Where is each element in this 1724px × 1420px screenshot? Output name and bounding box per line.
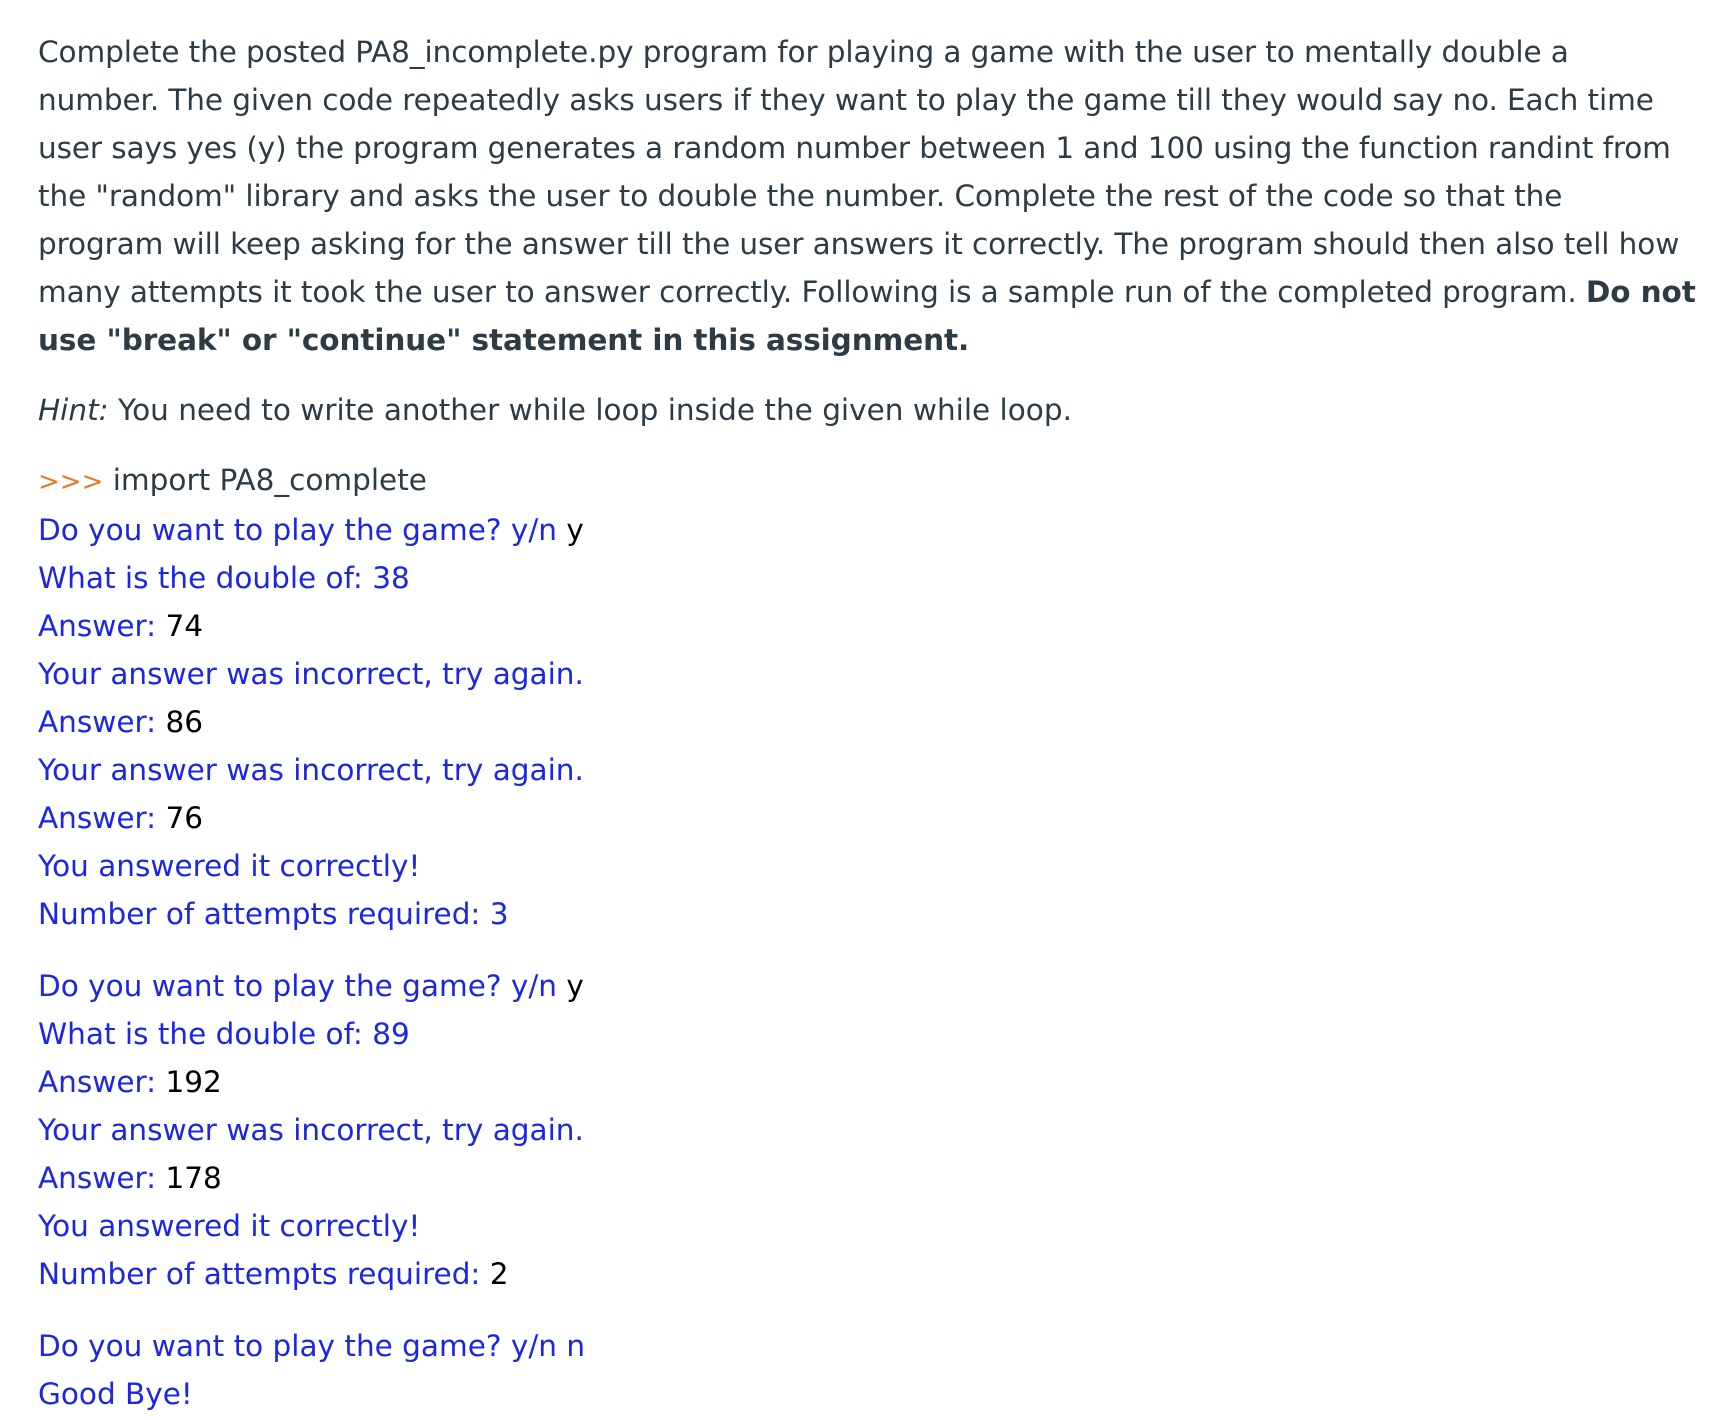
console-line	[38, 698, 1696, 746]
console-input: 192	[165, 1065, 222, 1099]
console-line	[38, 962, 1696, 1010]
console-output: Answer:	[38, 609, 166, 643]
hint-paragraph	[38, 386, 1696, 434]
console-output: Answer:	[38, 801, 166, 835]
console-line	[38, 746, 1696, 794]
import-statement: import PA8_complete	[103, 463, 427, 497]
console-line	[38, 554, 1696, 602]
assignment-description	[38, 28, 1696, 364]
console-input: 86	[165, 705, 203, 739]
console-output: Number of attempts required:	[38, 1257, 490, 1291]
console-line	[38, 1106, 1696, 1154]
console-output: Do you want to play the game? y/n	[38, 513, 567, 547]
console-line	[38, 1370, 1696, 1418]
console-line	[38, 1202, 1696, 1250]
console-output: Answer:	[38, 705, 166, 739]
console-output: Number of attempts required: 3	[38, 897, 509, 931]
console-output: What is the double of: 38	[38, 561, 410, 595]
import-line	[38, 456, 1696, 506]
hint-label: Hint:	[38, 393, 109, 427]
console-input: y	[566, 513, 584, 547]
console-line	[38, 506, 1696, 554]
console-input: 2	[489, 1257, 509, 1291]
console-output: Answer:	[38, 1065, 166, 1099]
console-output: Do you want to play the game? y/n	[38, 969, 567, 1003]
description-text: Complete the posted PA8_incomplete.py program for playing a game with the user to mentally double a number. The given code repeatedly asks users if they want to play the game till they would say no. Each time user says yes (y) the program generates a random number between 1 and 100 using the function randint from the "random" library and asks the user to double the number. Complete the rest of the code so that the program will keep asking for the answer till the user answers it correctly. The program should then also tell how many attempts it took the user to answer correctly. Following is a sample run of the completed program.	[38, 35, 1680, 309]
console-line	[38, 1010, 1696, 1058]
console-line	[38, 890, 1696, 938]
console-output: Good Bye!	[38, 1377, 193, 1411]
sample-run	[38, 456, 1696, 1418]
console-line	[38, 1154, 1696, 1202]
console-line	[38, 794, 1696, 842]
console-output: What is the double of: 89	[38, 1017, 410, 1051]
console-output: Your answer was incorrect, try again.	[38, 657, 584, 691]
console-output: Your answer was incorrect, try again.	[38, 1113, 584, 1147]
console-output: Answer:	[38, 1161, 166, 1195]
console-line	[38, 1250, 1696, 1298]
console-input: 76	[165, 801, 203, 835]
console-input: 74	[165, 609, 203, 643]
console-output: Your answer was incorrect, try again.	[38, 753, 584, 787]
console-input: y	[566, 969, 584, 1003]
hint-text: You need to write another while loop inside the given while loop.	[108, 393, 1072, 427]
console-line	[38, 842, 1696, 890]
console-output: You answered it correctly!	[38, 1209, 421, 1243]
python-prompt-symbol: >>>	[38, 467, 104, 497]
console-input: 178	[165, 1161, 222, 1195]
description-bold-rule: Do not use "break" or "continue" statement in this assignment.	[38, 275, 1696, 357]
console-line	[38, 602, 1696, 650]
console-line	[38, 650, 1696, 698]
console-line	[38, 1322, 1696, 1370]
round-separator	[38, 938, 1696, 962]
console-output: Do you want to play the game? y/n n	[38, 1329, 586, 1363]
console-output: You answered it correctly!	[38, 849, 421, 883]
round-separator	[38, 1298, 1696, 1322]
console-line	[38, 1058, 1696, 1106]
